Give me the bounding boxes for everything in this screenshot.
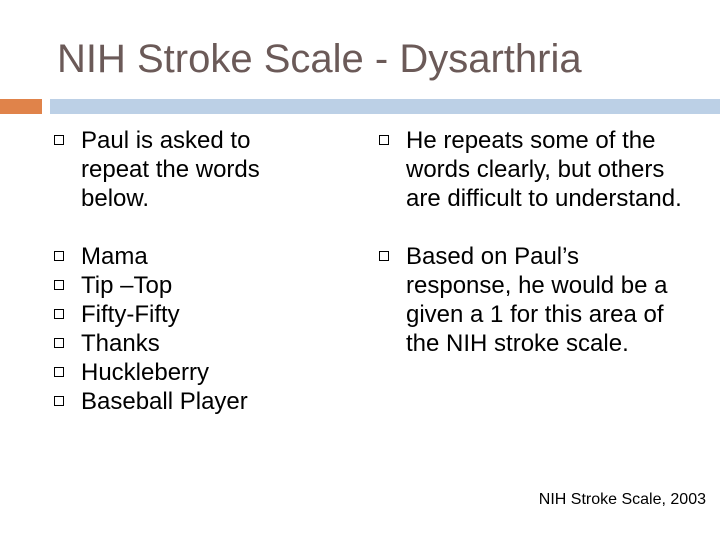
list-item bbox=[54, 271, 324, 300]
square-bullet-icon bbox=[379, 251, 389, 261]
word-item: Huckleberry bbox=[81, 359, 210, 386]
word-item: Baseball Player bbox=[81, 388, 248, 415]
square-bullet-icon bbox=[54, 309, 64, 319]
word-item: Mama bbox=[81, 243, 148, 270]
slide-title: NIH Stroke Scale - Dysarthria bbox=[57, 37, 582, 81]
accent-bar bbox=[0, 99, 42, 114]
list-item bbox=[54, 242, 324, 271]
square-bullet-icon bbox=[54, 338, 64, 348]
score-text: Based on Paul’s response, he would be a given a 1 for this area of the NIH stroke scale. bbox=[406, 243, 668, 357]
list-item bbox=[54, 126, 324, 213]
square-bullet-icon bbox=[379, 135, 389, 145]
square-bullet-icon bbox=[54, 135, 64, 145]
list-item bbox=[54, 329, 324, 358]
list-item bbox=[54, 358, 324, 387]
citation: NIH Stroke Scale, 2003 bbox=[538, 491, 706, 508]
observation-text: He repeats some of the words clearly, but others are difficult to understand. bbox=[406, 127, 682, 212]
intro-text: Paul is asked to repeat the words below. bbox=[81, 127, 260, 212]
list-item bbox=[379, 126, 689, 213]
square-bullet-icon bbox=[54, 251, 64, 261]
list-item bbox=[379, 242, 689, 358]
list-item bbox=[54, 387, 324, 416]
square-bullet-icon bbox=[54, 367, 64, 377]
list-item bbox=[54, 300, 324, 329]
title-rule-bar bbox=[50, 99, 720, 114]
square-bullet-icon bbox=[54, 280, 64, 290]
word-item: Tip –Top bbox=[81, 272, 173, 299]
right-bullet-list bbox=[379, 126, 689, 358]
word-item: Thanks bbox=[81, 330, 160, 357]
word-item: Fifty-Fifty bbox=[81, 301, 180, 328]
left-bullet-list bbox=[54, 126, 324, 416]
square-bullet-icon bbox=[54, 396, 64, 406]
